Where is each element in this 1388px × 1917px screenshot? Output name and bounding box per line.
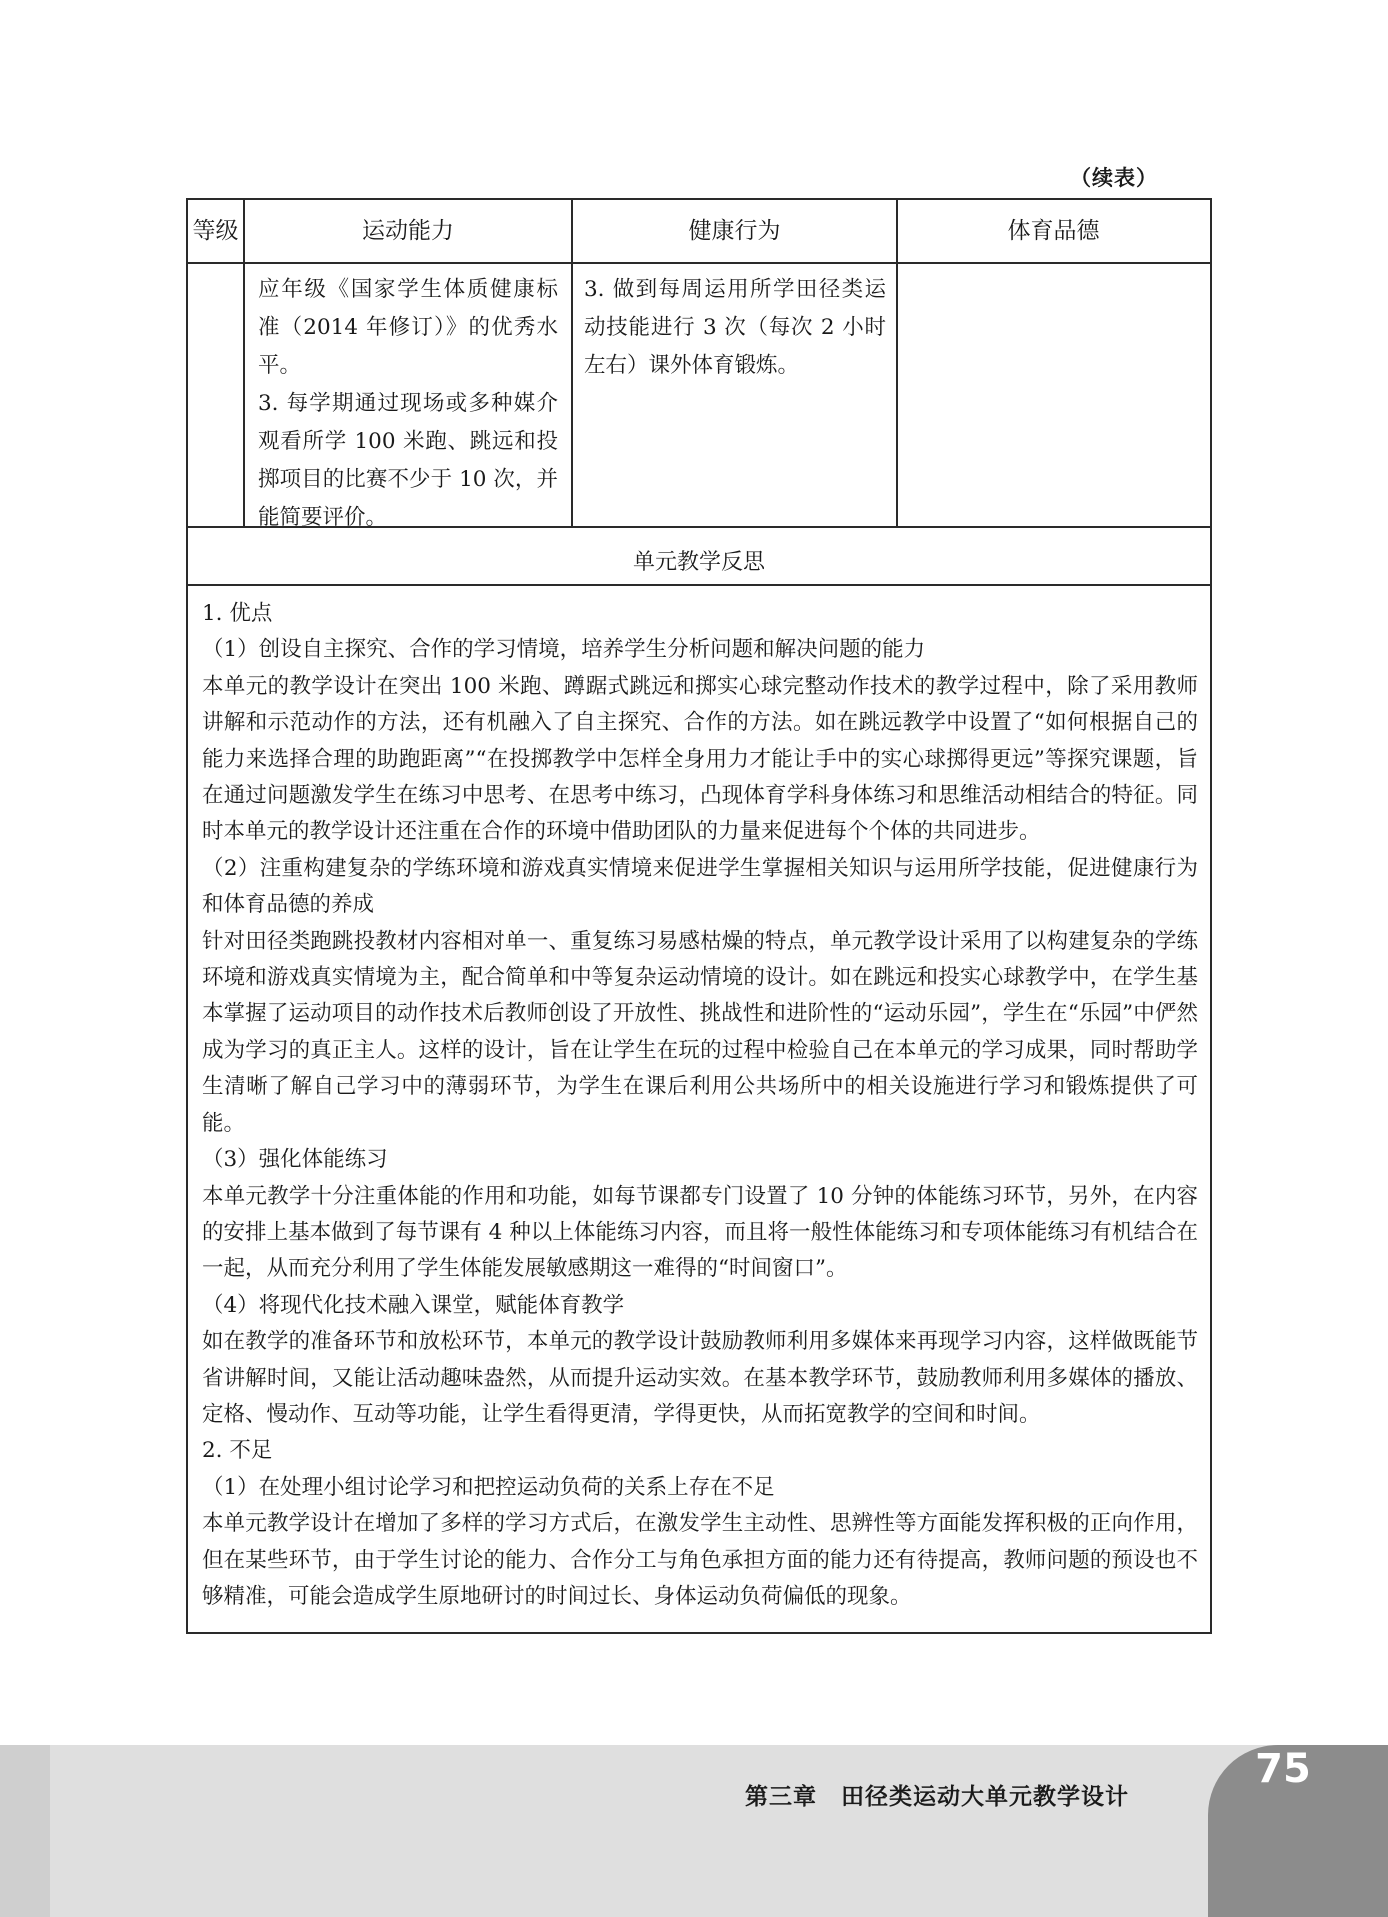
reflection-body <box>202 596 1198 1615</box>
continued-label: （续表） <box>1070 166 1158 190</box>
reflection-title: 单元教学反思 <box>632 550 765 575</box>
reflection-subheading: （1）在处理小组讨论学习和把控运动负荷的关系上存在不足 <box>202 1474 775 1500</box>
cell-health-behavior <box>584 271 886 385</box>
reflection-subheading: （1）创设自主探究、合作的学习情境，培养学生分析问题和解决问题的能力 <box>202 637 926 663</box>
header-divider <box>188 262 1210 264</box>
column-divider-1 <box>243 200 245 526</box>
reflection-subheading: （2）注重构建复杂的学练环境和游戏真实情境来促进学生掌握相关知识与运用所学技能，促进健康行为和体育品德的养成 <box>202 855 1198 918</box>
page-number: 75 <box>1255 1746 1311 1792</box>
column-divider-2 <box>571 200 573 526</box>
header-level: 等级 <box>192 218 239 244</box>
reflection-paragraph: 本单元教学设计在增加了多样的学习方式后，在激发学生主动性、思辨性等方面能发挥积极的正向作用，但在某些环节，由于学生讨论的能力、合作分工与角色承担方面的能力还有待提高，教师问题的预设也不够精准，可能会造成学生原地研讨的时间过长、身体运动负荷偏低的现象。 <box>202 1511 1198 1609</box>
footer-left-bar <box>0 1745 50 1917</box>
motor-ability-item: 3. 每学期通过现场或多种媒介观看所学 100 米跑、跳远和投掷项目的比赛不少于 10 次，并能简要评价。 <box>258 391 558 530</box>
reflection-paragraph: 本单元教学十分注重体能的作用和功能，如每节课都专门设置了 10 分钟的体能练习环节，另外，在内容的安排上基本做到了每节课有 4 种以上体能练习内容，而且将一般性体能练习和专项体能练习有机结合在一起，从而充分利用了学生体能发展敏感期这一难得的“时间窗口”。 <box>202 1183 1198 1282</box>
chapter-title: 第三章 田径类运动大单元教学设计 <box>745 1784 1129 1810</box>
reflection-heading: 1. 优点 <box>202 601 273 626</box>
header-motor-ability: 运动能力 <box>362 218 454 244</box>
motor-ability-item: 应年级《国家学生体质健康标准（2014 年修订）》的优秀水平。 <box>258 277 558 378</box>
reflection-paragraph: 本单元的教学设计在突出 100 米跑、蹲踞式跳远和掷实心球完整动作技术的教学过程中，除了采用教师讲解和示范动作的方法，还有机融入了自主探究、合作的方法。如在跳远教学中设置了“如何根据自己的能力来选择合理的助跑距离”“在投掷教学中怎样全身用力才能让手中的实心球掷得更远”等探究课题，旨在通过问题激发学生在练习中思考、在思考中练习，凸现体育学科身体练习和思维活动相结合的特征。同时本单元的教学设计还注重在合作的环境中借助团队的力量来促进每个个体的共同进步。 <box>202 673 1198 845</box>
cell-motor-ability <box>258 271 558 537</box>
column-divider-3 <box>896 200 898 526</box>
evaluation-table <box>186 198 1212 1634</box>
reflection-paragraph: 如在教学的准备环节和放松环节，本单元的教学设计鼓励教师利用多媒体来再现学习内容，这样做既能节省讲解时间，又能让活动趣味盎然，从而提升运动实效。在基本教学环节，鼓励教师利用多媒体的播放、定格、慢动作、互动等功能，让学生看得更清，学得更快，从而拓宽教学的空间和时间。 <box>202 1329 1198 1427</box>
reflection-subheading: （3）强化体能练习 <box>202 1147 388 1173</box>
reflection-heading: 2. 不足 <box>202 1438 273 1464</box>
header-health-behavior: 健康行为 <box>688 218 781 244</box>
footer-band <box>0 1745 1388 1917</box>
reflection-subheading: （4）将现代化技术融入课堂，赋能体育教学 <box>202 1292 625 1318</box>
header-sportsmanship: 体育品德 <box>1007 218 1100 244</box>
health-behavior-item: 3. 做到每周运用所学田径类运动技能进行 3 次（每次 2 小时左右）课外体育锻炼。 <box>584 277 886 378</box>
reflection-paragraph: 针对田径类跑跳投教材内容相对单一、重复练习易感枯燥的特点，单元教学设计采用了以构建复杂的学练环境和游戏真实情境为主，配合简单和中等复杂运动情境的设计。如在跳远和投实心球教学中，在学生基本掌握了运动项目的动作技术后教师创设了开放性、挑战性和进阶性的“运动乐园”，学生在“乐园”中俨然成为学习的真正主人。这样的设计，旨在让学生在玩的过程中检验自己在本单元的学习成果，同时帮助学生清晰了解自己学习中的薄弱环节，为学生在课后利用公共场所中的相关设施进行学习和锻炼提供了可能。 <box>202 928 1198 1136</box>
